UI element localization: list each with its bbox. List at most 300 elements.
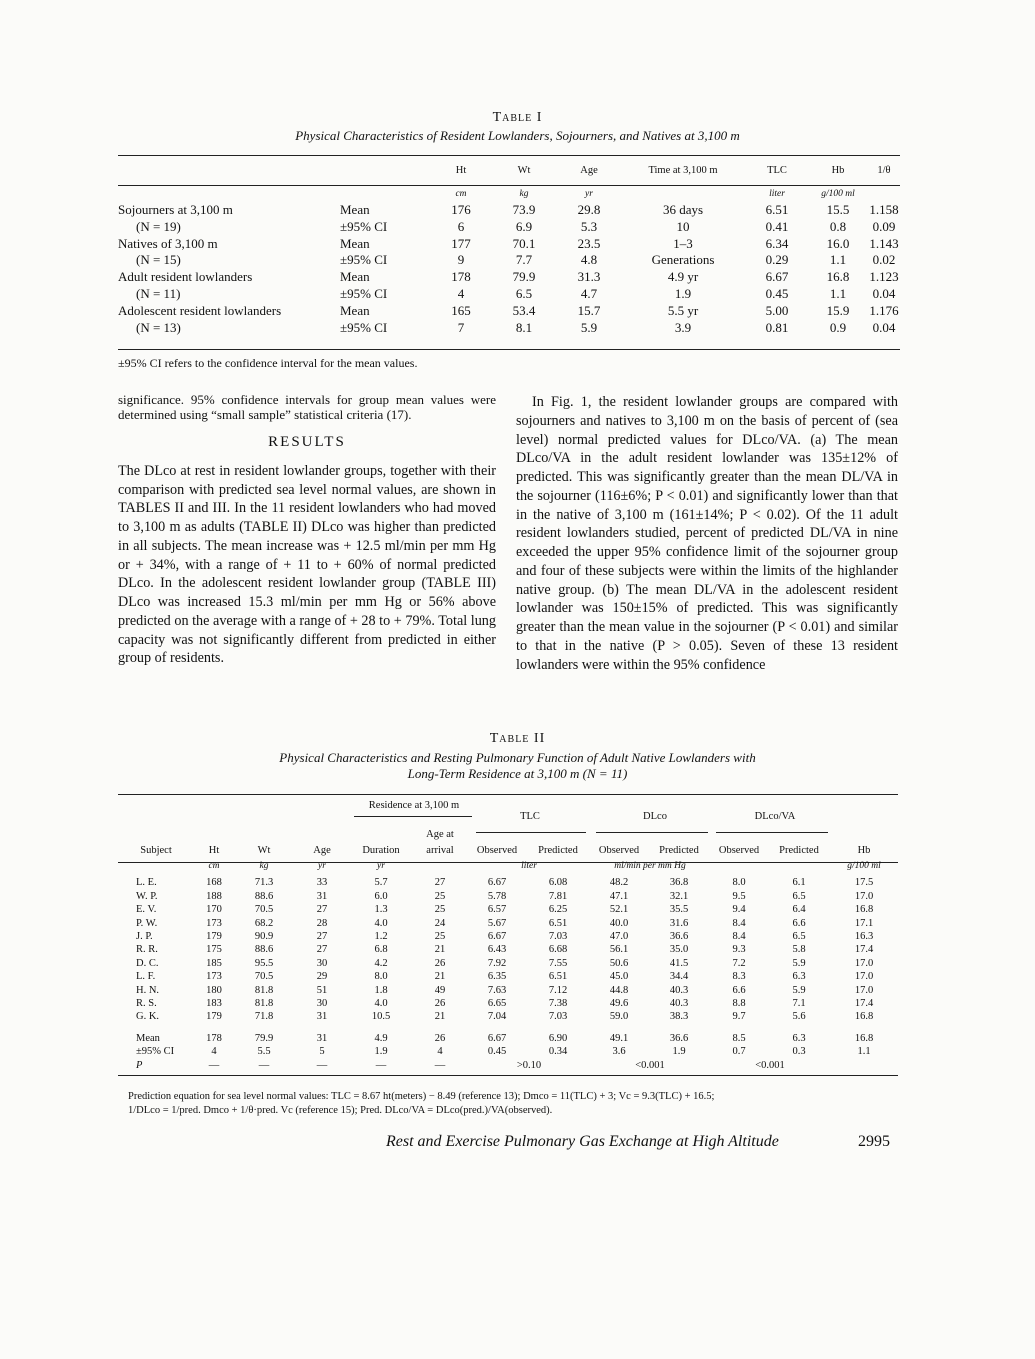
table2-unit-duration: yr (377, 861, 385, 872)
table2-unit-row (118, 857, 898, 876)
table1-cell: 15.5 (826, 202, 850, 217)
table1-cell: 1.9 (674, 285, 692, 301)
table1-bottom-rule (118, 349, 900, 350)
table2-cell: 1.8 (374, 984, 388, 996)
table2-caption-line2: Long-Term Residence at 3,100 m (N = 11) (407, 766, 628, 781)
table1-cell: 53.4 (512, 302, 536, 318)
table2-cell: 6.1 (792, 877, 806, 889)
table2-cell: 7.63 (487, 984, 507, 996)
table2-cell: 4.9 (374, 1032, 388, 1044)
table2-cell: 17.4 (854, 998, 874, 1010)
table1-cell: 6.67 (765, 269, 789, 285)
table1-row (118, 320, 900, 337)
table1-cell: 6 (457, 218, 465, 234)
table1-cell: 0.41 (765, 218, 789, 234)
table2-cell: 16.8 (854, 904, 874, 916)
table2-col-dlco-predicted: Predicted (659, 845, 699, 856)
table2-cell: 9.7 (732, 1011, 746, 1023)
table2-row (118, 984, 898, 997)
table2-cell: 9.5 (732, 890, 746, 902)
running-title: Rest and Exercise Pulmonary Gas Exchange at High Altitude (386, 1133, 779, 1150)
table2-cell: 178 (206, 1032, 222, 1044)
table1-cell: 0.09 (872, 218, 896, 234)
table1-stat-label: Mean (340, 235, 370, 251)
table1-group-label: (N = 11) (136, 285, 181, 301)
table2-row-label: Mean (136, 1032, 160, 1044)
table2-cell: 17.4 (854, 944, 874, 956)
left-text-column (118, 392, 496, 668)
table1-cell: 1.1 (829, 252, 847, 268)
table2-cell: 1.3 (374, 904, 388, 916)
table2-cell: 8.3 (732, 971, 746, 983)
table1-cell: 4.9 yr (667, 269, 699, 285)
table2-cell: 49.1 (609, 1032, 629, 1044)
table1-cell: 7.7 (515, 252, 533, 268)
table2-cell: 27 (316, 931, 328, 943)
table2-cell: 9.3 (732, 944, 746, 956)
table1-cell: 70.1 (512, 235, 536, 251)
table2-row (118, 876, 898, 889)
table2-cell: 40.0 (609, 917, 629, 929)
table2-p-row (118, 1059, 898, 1072)
table2-cell: 179 (206, 1011, 222, 1023)
table2-col-ht: Ht (208, 845, 220, 856)
table2-cell: 8.4 (732, 917, 746, 929)
table2-col-dlcova-observed: Observed (718, 845, 760, 856)
table2-cell: 36.8 (669, 877, 689, 889)
table2-cell: 1.1 (857, 1046, 871, 1058)
table1-cell: 0.02 (872, 252, 896, 268)
table1-col-tlc: TLC (767, 165, 787, 176)
table1-cell: 1.1 (829, 285, 847, 301)
table1-cell: Generations (651, 252, 715, 268)
table2-cell: 70.5 (254, 971, 274, 983)
table1-cell: 15.7 (577, 302, 601, 318)
table2-row (118, 970, 898, 983)
table2-cell: 8.0 (374, 971, 388, 983)
table1-row (118, 269, 900, 286)
table2-residence-subrule (354, 816, 472, 817)
table2-cell: 180 (206, 984, 222, 996)
table2-cell: 6.57 (487, 904, 507, 916)
table2-cell: 88.6 (254, 944, 274, 956)
table1-cell: 15.9 (826, 302, 850, 318)
table2-cell: 30 (316, 957, 328, 969)
table2-cell: 6.35 (487, 971, 507, 983)
table2-cell: 35.5 (669, 904, 689, 916)
table2-col-wt: Wt (257, 845, 271, 856)
table2-unit-dlco: ml/min per mm Hg (614, 861, 686, 872)
table2-cell: 79.9 (254, 1032, 274, 1044)
table2-cell: 59.0 (609, 1011, 629, 1023)
table2-cell: 183 (206, 998, 222, 1010)
table1-row (118, 252, 900, 269)
table2-cell: 17.5 (854, 877, 874, 889)
table1-cell: 8.1 (515, 319, 533, 335)
table1-stat-label: Mean (340, 302, 370, 318)
table2-cell: 6.08 (548, 877, 568, 889)
table1-unit-row (118, 186, 900, 202)
table1-group-label: Sojourners at 3,100 m (118, 202, 233, 217)
table1-cell: 5.00 (765, 302, 789, 318)
table2-cell: 6.43 (487, 944, 507, 956)
table1-row (118, 202, 900, 219)
table2-col-dlco-observed: Observed (598, 845, 640, 856)
left-para-significance: significance. 95% confidence intervals for group mean values were determined using “small sample” statistical criteria (17). (118, 392, 496, 422)
table2-row-label: L. F. (136, 971, 156, 983)
table2-group-residence: Residence at 3,100 m (368, 800, 460, 811)
table2-cell: 6.51 (548, 917, 568, 929)
table2-cell: 6.65 (487, 998, 507, 1010)
table2-col-age: Age (313, 845, 331, 856)
table2-cell: 1.9 (672, 1046, 686, 1058)
table2-cell: 17.1 (854, 917, 874, 929)
table2-row-label: J. P. (136, 931, 153, 943)
table1-cell: 4 (457, 285, 465, 301)
table1-stat-label: ±95% CI (340, 285, 388, 301)
table1-caption: Physical Characteristics of Resident Lowlanders, Sojourners, and Natives at 3,100 m (295, 128, 740, 143)
page-number: 2995 (858, 1133, 890, 1150)
table2-title: Table II (489, 731, 546, 746)
table2-p-label: P (136, 1059, 143, 1071)
table1-cell: 10 (676, 218, 690, 234)
table1-stat-label: Mean (340, 202, 370, 217)
table2-cell: 4.2 (374, 957, 388, 969)
table2-row (118, 1010, 898, 1023)
table2-header-arrival-row (118, 826, 898, 844)
table2-cell: 4.0 (374, 998, 388, 1010)
table2-cell: 179 (206, 931, 222, 943)
table2-p-dash-ht: — (208, 1059, 220, 1071)
table2-cell: 7.38 (548, 998, 568, 1010)
table1-cell: 0.04 (872, 285, 896, 301)
table2-col-subject: Subject (140, 845, 172, 856)
table2-row (118, 997, 898, 1010)
table2-cell: 25 (434, 890, 446, 902)
table2-cell: 17.0 (854, 890, 874, 902)
table2-cell: 81.8 (254, 984, 274, 996)
table1-cell: 3.9 (674, 319, 692, 335)
table2-unit-hb: g/100 ml (847, 861, 881, 872)
table2-cell: 7.92 (487, 957, 507, 969)
table2-row-label: R. R. (136, 944, 158, 956)
table2-cell: 6.5 (792, 890, 806, 902)
table2-cell: 51 (316, 984, 328, 996)
table2-cell: 25 (434, 931, 446, 943)
table1-cell: 1.158 (869, 202, 899, 217)
table2-cell: 31 (316, 1032, 328, 1044)
table2-p-tlc: >0.10 (516, 1059, 542, 1071)
table1-cell: 5.3 (580, 218, 598, 234)
table1-cell: 0.81 (765, 319, 789, 335)
table2-cell: 6.25 (548, 904, 568, 916)
table1-cell: 6.51 (765, 202, 789, 217)
table1-cell: 4.7 (580, 285, 598, 301)
table2-cell: 16.8 (854, 1032, 874, 1044)
left-para-results: The DLco at rest in resident lowlander groups, together with their comparison with predicted sea level normal values, are shown in TABLES II and III. In the 11 resident lowlanders who had moved to 3,100 m as adults (TABLE II) DLco was higher than predicted in all subjects. The mean increase was + 12.5 ml/min per mm Hg or + 34%, with a range of + 11 to + 60% of normal predicted DLco. In the adolescent resident lowlander group (TABLE III) DLco was increased 15.3 ml/min per mm Hg or 56% above predicted on the average with a range of + 28 to + 79%. Total lung capacity was not significantly different from predicted in either group of residents. (118, 462, 496, 667)
table1-stat-label: ±95% CI (340, 252, 388, 268)
table1-group-label: (N = 13) (136, 319, 181, 335)
table2-row-label: L. E. (136, 877, 157, 889)
table2-row-label: D. C. (136, 957, 159, 969)
table2-cell: 68.2 (254, 917, 274, 929)
table2-row (118, 957, 898, 970)
table2-p-dash-age: — (316, 1059, 328, 1071)
table2-cell: 188 (206, 890, 222, 902)
table2-col-dlcova-predicted: Predicted (779, 845, 819, 856)
table1-col-wt: Wt (517, 165, 531, 176)
table1-unit-tlc: liter (769, 189, 785, 199)
table1-row (118, 303, 900, 320)
table1-cell: 0.29 (765, 252, 789, 268)
table2-cell: 25 (434, 904, 446, 916)
table1-row (118, 286, 900, 303)
table2-cell: 17.0 (854, 957, 874, 969)
table2-row (118, 930, 898, 943)
table1-col-time: Time at 3,100 m (648, 165, 718, 176)
table2-cell: 0.45 (487, 1046, 507, 1058)
table1-cell: 79.9 (512, 269, 536, 285)
table1-cell: 36 days (662, 202, 704, 217)
table1-cell: 6.5 (515, 285, 533, 301)
table2-p-dash-wt: — (258, 1059, 270, 1071)
table1-group-label: (N = 15) (136, 252, 181, 268)
table2-cell: 52.1 (609, 904, 629, 916)
table2-cell: 24 (434, 917, 446, 929)
table2-cell: 21 (434, 971, 446, 983)
table1-col-age: Age (580, 165, 598, 176)
table2-cell: 6.3 (792, 1032, 806, 1044)
table1-cell: 73.9 (512, 202, 536, 217)
table1-cell: 1–3 (673, 235, 693, 251)
table2-cell: 21 (434, 944, 446, 956)
table1-cell: 177 (451, 235, 471, 251)
table2-cell: 88.6 (254, 890, 274, 902)
table2-cell: 8.4 (732, 931, 746, 943)
table1-unit-age: yr (585, 189, 593, 199)
table2-cell: 44.8 (609, 984, 629, 996)
table1-cell: 5.5 yr (667, 302, 699, 318)
table2-cell: 4 (211, 1046, 217, 1058)
table2-cell: 36.6 (669, 1032, 689, 1044)
table2-row-label: E. V. (136, 904, 157, 916)
table2-cell: 185 (206, 957, 222, 969)
table2-cell: 41.5 (669, 957, 689, 969)
table2-row-label: R. S. (136, 998, 157, 1010)
table1-cell: 29.8 (577, 202, 601, 217)
table2-cell: 31 (316, 1011, 328, 1023)
table1-col-hb: Hb (831, 165, 845, 176)
table2-cell: 173 (206, 971, 222, 983)
table2-cell: 3.6 (612, 1046, 626, 1058)
table2-unit-age: yr (318, 861, 326, 872)
table2-row (118, 943, 898, 956)
table2-cell: 17.0 (854, 984, 874, 996)
table2-summary-row (118, 1045, 898, 1058)
table1-title: Table I (492, 110, 543, 125)
table2-cell: 33 (316, 877, 328, 889)
table2-group-tlc: TLC (520, 811, 540, 822)
table2-cell: 6.67 (487, 931, 507, 943)
table1-cell: 7 (457, 319, 465, 335)
table1-unit-hb: g/100 ml (821, 189, 855, 199)
table2-cell: 7.04 (487, 1011, 507, 1023)
table1-header-row (118, 156, 900, 186)
table1-col-ht: Ht (455, 165, 467, 176)
table2-cell: 90.9 (254, 931, 274, 943)
table2-cell: 5.78 (487, 890, 507, 902)
table1-group-label: Adult resident lowlanders (118, 269, 253, 285)
table2-cell: 27 (316, 944, 328, 956)
table2-cell: 6.4 (792, 904, 806, 916)
table2-col-arrival: arrival (426, 845, 454, 856)
table2-row-label: W. P. (136, 890, 158, 902)
table2-cell: 7.1 (792, 998, 806, 1010)
table2-cell: 175 (206, 944, 222, 956)
table2-row-label: P. W. (136, 917, 158, 929)
table2-cell: 4 (437, 1046, 443, 1058)
table2-cell: 0.7 (732, 1046, 746, 1058)
table1-cell: 0.45 (765, 285, 789, 301)
table2-unit-wt: kg (259, 861, 269, 872)
table1-cell: 5.9 (580, 319, 598, 335)
table2-cell: 9.4 (732, 904, 746, 916)
table2-cell: 7.55 (548, 957, 568, 969)
table2-cell: 170 (206, 904, 222, 916)
table1-unit-ht: cm (455, 189, 467, 199)
table2-cell: 5.7 (374, 877, 388, 889)
table2-cell: 26 (434, 998, 446, 1010)
table2-cell: 6.6 (732, 984, 746, 996)
table2-cell: 71.8 (254, 1011, 274, 1023)
table2-row-label: ±95% CI (136, 1046, 175, 1058)
table2-cell: 40.3 (669, 984, 689, 996)
table1-cell: 1.176 (869, 302, 899, 318)
table2-row-label: H. N. (136, 984, 160, 996)
table2-cell: 5 (319, 1046, 325, 1058)
table2-cell: 5.9 (792, 984, 806, 996)
table2-cell: 45.0 (609, 971, 629, 983)
right-text-column (516, 393, 898, 674)
table2-unit-ht: cm (208, 861, 220, 872)
table2-col-hb: Hb (857, 845, 871, 856)
table2-p-dlco: <0.001 (635, 1059, 665, 1071)
table2-unit-tlc: liter (521, 861, 537, 872)
table2-cell: 31.6 (669, 917, 689, 929)
table2-cell: 1.2 (374, 931, 388, 943)
table2-cell: 7.81 (548, 890, 568, 902)
table1-unit-theta (868, 186, 900, 202)
table2-cell: 1.9 (374, 1046, 388, 1058)
table1-cell: 178 (451, 269, 471, 285)
table2-cell: 34.4 (669, 971, 689, 983)
table1-cell: 165 (451, 302, 471, 318)
table2-cell: 7.2 (732, 957, 746, 969)
table2-cell: 6.3 (792, 971, 806, 983)
table2-cell: 27 (434, 877, 446, 889)
table2-cell: 5.6 (792, 1011, 806, 1023)
table2-cell: 26 (434, 1032, 446, 1044)
table2-p-dlcova: <0.001 (755, 1059, 785, 1071)
table2-cell: 6.68 (548, 944, 568, 956)
table2-row-label: G. K. (136, 1011, 160, 1023)
table2-cell: 6.67 (487, 877, 507, 889)
table1-cell: 0.9 (829, 319, 847, 335)
table2-cell: 49.6 (609, 998, 629, 1010)
table1-group-label: (N = 19) (136, 218, 181, 234)
table2-header-row (118, 844, 898, 857)
table2-cell: 6.51 (548, 971, 568, 983)
table2-cell: 95.5 (254, 957, 274, 969)
table2-cell: 49 (434, 984, 446, 996)
table2-footnote-line2: 1/DLco = 1/pred. Dmco + 1/θ·pred. Vc (reference 15); Pred. DLco/VA = DLco(pred.)/VA(observed). (128, 1105, 553, 1116)
table2-cell: 32.1 (669, 890, 689, 902)
table2-cell: 30 (316, 998, 328, 1010)
table1-unit-wt: kg (519, 189, 529, 199)
table2-gap-row (118, 1024, 898, 1032)
table2-cell: 6.67 (487, 1032, 507, 1044)
table2-cell: 47.0 (609, 931, 629, 943)
table2-cell: 7.03 (548, 931, 568, 943)
table1-group-label: Adolescent resident lowlanders (118, 302, 282, 318)
table2-cell: 10.5 (371, 1011, 391, 1023)
table2-cell: 38.3 (669, 1011, 689, 1023)
table2-cell: 28 (316, 917, 328, 929)
table2-cell: 47.1 (609, 890, 629, 902)
table2-top-rule (118, 794, 898, 795)
table1-cell: 176 (451, 202, 471, 217)
table2-cell: 4.0 (374, 917, 388, 929)
table2-cell: 6.5 (792, 931, 806, 943)
table1-cell: 16.0 (826, 235, 850, 251)
table2-caption-line1: Physical Characteristics and Resting Pulmonary Function of Adult Native Lowlanders with (279, 750, 756, 765)
table1-row (118, 236, 900, 253)
right-para-fig1: In Fig. 1, the resident lowlander groups are compared with sojourners and natives to 3,100 m on the basis of percent of (sea level) normal predicted values for DLco/VA. (a) The mean DLco/VA in the adult resident lowlander was 135±12% of predicted. This was significantly greater than the mean DL/VA in the sojourner (116±6%; P < 0.01) and significantly lower than that in the native of 3,100 m (161±14%; P < 0.02). Of the 11 adult resident lowlanders studied, percent of predicted DL/VA in nine exceeded the upper 95% confidence limit of the sojourner group and four of these subjects were within the limits of the highlander native group. (b) The mean DL/VA in the adolescent resident lowlander was 150±15% of predicted. This was significantly greater than the mean value in the sojourner (P < 0.01) and similar to that in the native (P > 0.05). Seven of these 13 resident lowlanders were within the 95% confidence (516, 394, 898, 673)
table1-cell: 0.8 (829, 218, 847, 234)
table2-col-tlc-predicted: Predicted (538, 845, 578, 856)
table1-cell: 4.8 (580, 252, 598, 268)
table1-cell: 16.8 (826, 269, 850, 285)
table2-cell: 0.3 (792, 1046, 806, 1058)
table2-cell: 48.2 (609, 877, 629, 889)
table2-cell: 7.03 (548, 1011, 568, 1023)
table1 (118, 156, 900, 336)
table2-cell: 50.6 (609, 957, 629, 969)
table2-cell: 71.3 (254, 877, 274, 889)
table2-row (118, 917, 898, 930)
table1-footnote: ±95% CI refers to the confidence interval for the mean values. (118, 356, 418, 370)
table2 (118, 826, 898, 1072)
table2-cell: 56.1 (609, 944, 629, 956)
table2-cell: 21 (434, 1011, 446, 1023)
table2-bottom-rule (118, 1075, 898, 1076)
table2-col-tlc-observed: Observed (476, 845, 518, 856)
table2-cell: 7.12 (548, 984, 568, 996)
table2-p-dash-arrival: — (434, 1059, 446, 1071)
table1-cell: 9 (457, 252, 465, 268)
table2-cell: 8.0 (732, 877, 746, 889)
table2-cell: 40.3 (669, 998, 689, 1010)
table2-group-dlco-va: DLco/VA (754, 811, 796, 822)
table2-cell: 35.0 (669, 944, 689, 956)
table2-cell: 173 (206, 917, 222, 929)
table2-cell: 17.0 (854, 971, 874, 983)
table1-cell: 6.9 (515, 218, 533, 234)
table2-footnote-line1: Prediction equation for sea level normal values: TLC = 8.67 ht(meters) − 8.49 (reference 13); Dmco = 11(TLC) + 3; Vc = 9.3(TLC) + 16.5; (128, 1091, 715, 1102)
table1-cell: 1.123 (869, 269, 899, 285)
table2-group-dlco: DLco (643, 811, 667, 822)
table2-cell: 6.90 (548, 1032, 568, 1044)
